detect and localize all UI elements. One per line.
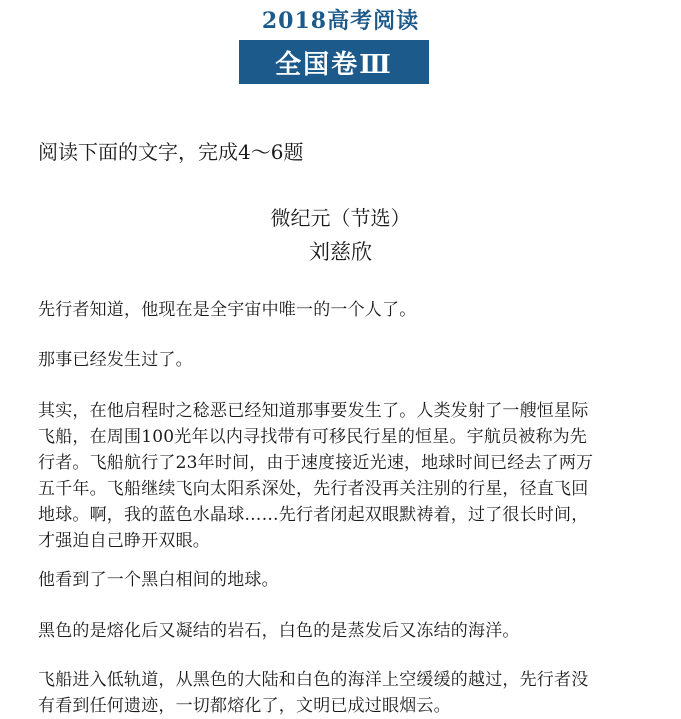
paragraph-4 [38, 567, 648, 593]
paragraph-line: 五千年。飞船继续飞向太阳系深处，先行者没再关注别的行星，径直飞回 [38, 479, 589, 499]
paragraph-line: 行者。飞船航行了23年时间，由于速度接近光速，地球时间已经去了两万 [38, 453, 594, 473]
paragraph-line: 有看到任何遗迹，一切都熔化了，文明已成过眼烟云。 [38, 696, 451, 716]
paragraph-line: 先行者知道，他现在是全宇宙中唯一的一个人了。 [38, 300, 417, 320]
paragraph-5 [38, 618, 648, 644]
paragraph-line: 黑色的是熔化后又凝结的岩石，白色的是蒸发后又冻结的海洋。 [38, 621, 520, 641]
paragraph-3 [38, 398, 648, 554]
paragraph-2 [38, 347, 648, 373]
paragraph-1 [38, 297, 648, 323]
paragraph-line: 飞船进入低轨道，从黑色的大陆和白色的海洋上空缓缓的越过，先行者没 [38, 670, 589, 690]
story-author: 刘慈欣 [309, 240, 372, 264]
paragraph-line: 地球。啊，我的蓝色水晶球……先行者闭起双眼默祷着，过了很长时间， [38, 505, 589, 525]
paragraph-line: 才强迫自己睁开双眼。 [38, 531, 210, 551]
paragraph-line: 飞船，在周围100光年以内寻找带有可移民行星的恒星。宇航员被称为先 [38, 427, 588, 447]
paragraph-6 [38, 667, 648, 719]
instruction-text: 阅读下面的文字，完成4～6题 [38, 140, 304, 164]
paragraph-line: 其实，在他启程时之稔恶已经知道那事要发生了。人类发射了一艘恒星际 [38, 401, 589, 421]
header-title: 2018高考阅读 [261, 8, 420, 34]
paragraph-line: 他看到了一个黑白相间的地球。 [38, 570, 279, 590]
story-title: 微纪元（节选） [270, 206, 411, 230]
paragraph-line: 那事已经发生过了。 [38, 350, 193, 370]
exam-banner: 全国卷Ⅲ [239, 40, 429, 84]
